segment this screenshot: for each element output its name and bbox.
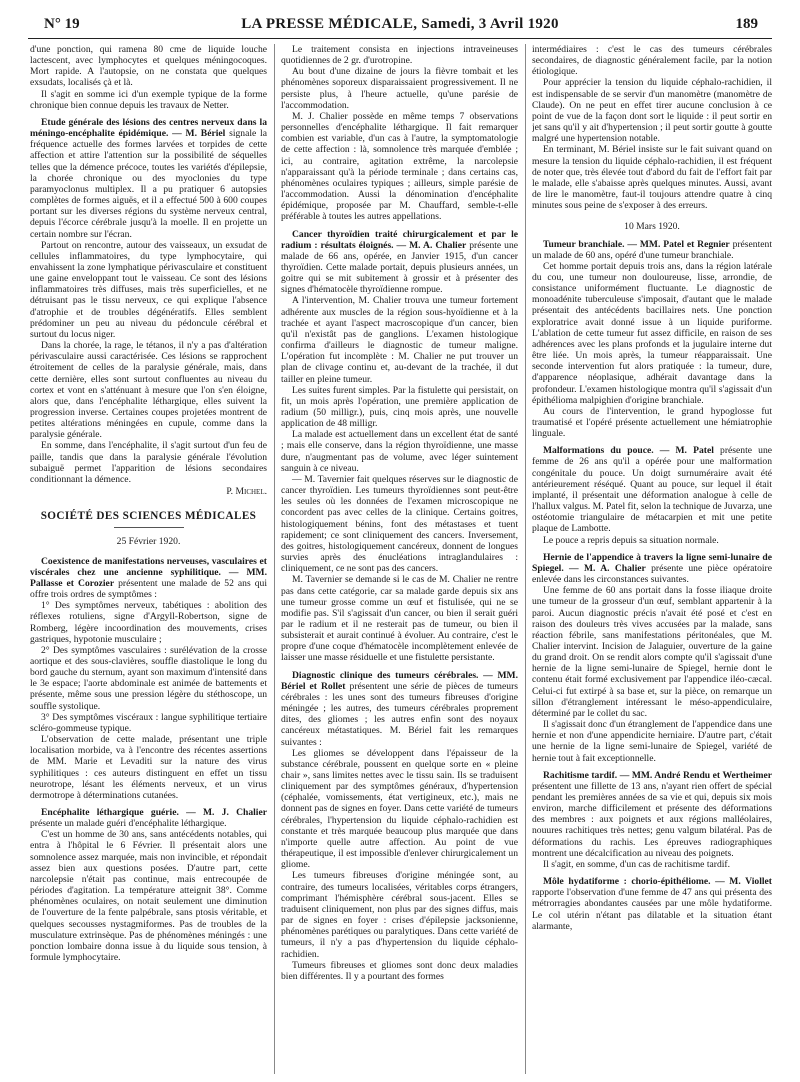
article-title: Hernie de l'appendice à travers la ligne semi-lunaire de Spiegel. — M. A. Chalier	[532, 551, 772, 574]
society-heading: SOCIÉTÉ DES SCIENCES MÉDICALES	[40, 510, 257, 523]
article-text: présentent une série de pièces de tumeurs cérébrales : les unes sont des tumeurs fibreuses d'origine méningée ; les autres, des tumeurs cérébrales proprement dites, des gliomes ; les autres enfin sont des noyaux cancéreux métastatiques. M. Bériel fait les remarques suivantes :	[281, 680, 518, 748]
article-syphilis	[30, 556, 267, 601]
session-date: 25 Février 1920.	[116, 536, 181, 548]
article-text: présente un malade guéri d'encéphalite léthargique.	[30, 818, 227, 830]
paragraph: Au cours de l'intervention, le grand hypoglosse fut traumatisé et l'opéré présente actuellement une hémiatrophie linguale.	[532, 405, 772, 440]
paragraph: Les suites furent simples. Par la fistulette qui persistait, on fit, un mois après l'opération, une première application de radium (50 milligr.), puis, cinq mois après, une nouvelle application de 48 milligr.	[281, 384, 518, 430]
paragraph: M. J. Chalier possède en même temps 7 observations personnelles d'encéphalite léthargique. Il fait remarquer combien est variable, d'un cas à l'autre, la symptomatologie de cette affection : là, somnolence très marquée d'emblée ; ici, au contraire, agitation extrême, la narcolepsie n'apparaissant qu'à la période terminale ; dans certains cas, phénomènes oculaires typiques ; ailleurs, simple parésie de l'accommodation. Aussi la dénomination d'encéphalite épidémique, proposée par M. Chauffard, semble-t-elle préférable à toutes les autres appellations.	[281, 110, 518, 223]
session-date: 10 Mars 1920.	[624, 221, 680, 233]
page-header	[28, 14, 772, 39]
article-tumeurs-cerebrales	[281, 670, 518, 748]
paragraph: Une femme de 60 ans portait dans la fosse iliaque droite une tumeur de la grosseur d'un œuf, semblant appartenir à la paroi. Aucun diagnostic précis n'avait été posé et c'est en raison des douleurs très vives accusées par la malade, sans réaction fébrile, sans manifestations péritonéales, que M. Chalier intervint. Incision de Jalaguier, ouverture de la gaine du grand droit. On se rendit alors compte qu'il s'agissait d'une hernie de la ligne semi-lunaire de Spiegel, hernie dont le contenu était formé exclusivement par l'appendice iléo-cæcal. Celui-ci fut extirpé à sa base et, sur la pièce, on remarque un sillon d'étranglement intéressant le méso-appendiculaire, déterminé par le collet du sac.	[532, 585, 772, 719]
article-title: Môle hydatiforme : chorio-épithéliome. — M. Viollet	[543, 876, 772, 888]
paragraph: intermédiaires : c'est le cas des tumeurs cérébrales secondaires, de diagnostic généralement facile, par la notion étiologique.	[532, 44, 772, 78]
article-title: Rachitisme tardif. — MM. André Rendu et Wertheimer	[543, 769, 772, 781]
paragraph: Tumeurs fibreuses et gliomes sont donc deux maladies bien différentes. Il y a pourtant des formes	[281, 959, 518, 982]
article-title: Coexistence de manifestations nerveuses, vasculaires et viscérales chez une ancienne syphilitique. — MM. Pallasse et Corozier	[30, 555, 267, 589]
article-title: Malformations du pouce. — M. Patel	[543, 445, 714, 457]
paragraph: Il s'agit, en somme, d'un cas de rachitisme tardif.	[543, 858, 731, 870]
column-1	[30, 44, 267, 1074]
paragraph: d'une ponction, qui ramena 80 cme de liquide louche lactescent, avec lymphocytes et quelques méningocoques. Mort rapide. A l'autopsie, on ne constata que quelques exsudats, localisés çà et là.	[30, 44, 267, 89]
issue-number: N° 19	[44, 16, 80, 32]
paragraph: En somme, dans l'encéphalite, il s'agit surtout d'un feu de paille, tandis que dans la paralysie générale l'évolution subaiguë permet l'apparition de lésions secondaires conditionnant la démence.	[30, 440, 267, 485]
article-title: Diagnostic clinique des tumeurs cérébrales. — MM. Bériel et Rollet	[281, 669, 518, 692]
paragraph: — M. Tavernier fait quelques réserves sur le diagnostic de cancer thyroïdien. Les tumeurs thyroïdiennes sont peut-être les seules où les données de l'examen microscopique ne concordent pas avec celles de la clinique. Certains goitres, histologiquement bénins, font des métastases et tuent rapidement; ce sont cliniquement des cancers. Inversement, des goitres, histologiquement cancéreux, donnent de longues survies après des énucléations intraglandulaires : cliniquement, ce ne sont pas des cancers.	[281, 473, 518, 575]
paragraph: Partout on rencontre, autour des vaisseaux, un exsudat de cellules inflammatoires, du type lymphocytaire, qui envahissent la zone lymphatique périvasculaire et constituent une gaine enveloppant tout le vaisseau. Ce sont des lésions inflammatoires très diffuses, mais très superficielles, et ne détruisant pas le tissu nerveux, ce qui explique l'absence d'atrophie et de troubles dégénératifs. Elles semblent prédominer un peu au niveau du pédoncule cérébral et surtout du locus niger.	[30, 239, 267, 340]
paragraph: Cet homme portait depuis trois ans, dans la région latérale du cou, une tumeur non douloureuse, lisse, arrondie, de consistance uniformément fluctuante. Le diagnostic de monoadénite tuberculeuse s'imposait, d'autant que le malade présentait des antécédents bacillaires nets. Une ponction exploratrice avait donné issue à un liquide puriforme. L'ablation de cette tumeur fut assez difficile, en raison de ses adhérences avec les plans profonds et la jugulaire interne dut être liée. Un mois après, la tumeur réapparaissait. Une seconde intervention fut alors pratiquée : la tumeur, dure, d'apparence néoplasique, adhérait davantage dans la profondeur. L'examen histologique montra qu'il s'agissait d'un épithélioma malpighien d'origine branchiale.	[532, 260, 772, 406]
article-title: Cancer thyroïdien traité chirurgicalement et par le radium : résultats éloignés. — M. A. Chalier	[281, 228, 518, 251]
divider	[114, 527, 184, 528]
column-rule-2	[525, 44, 526, 1074]
paragraph: Il s'agissait donc d'un étranglement de l'appendice dans une hernie et non d'une appendicite herniaire. D'autre part, c'était une hernie de la ligne semi-lunaire de Spiegel, variété de hernie tout à fait exceptionnelle.	[532, 719, 772, 764]
paragraph: En terminant, M. Bériel insiste sur le fait suivant quand on mesure la tension du liquide céphalo-rachidien, il est fréquent de noter que, très élevée tout d'abord du fait de l'effort fait par le malade, elle s'abaisse après quelques minutes. Aussi, avant de lire le manomètre, faut-il toujours attendre quatre à cinq minutes sous peine de s'exposer à des erreurs.	[532, 144, 772, 212]
paragraph: 2° Des symptômes vasculaires : surélévation de la crosse aortique et des sous-clavières, souffle diastolique le long du bord gauche du sternum, ayant son maximum d'intensité dans le 3e espace; l'aorte abdominale est animée de battements et présente, même sous une pression légère du stéthoscope, un souffle systolique.	[30, 644, 267, 712]
article-mole-hydatiforme	[532, 876, 772, 932]
article-hernie-appendice	[532, 552, 772, 585]
article-text: présentent un malade de 60 ans, opéré d'une tumeur branchiale.	[532, 238, 772, 261]
article-title: Etude générale des lésions des centres nerveux dans la méningo-encéphalite épidémique. — M. Bériel	[30, 116, 267, 140]
paragraph: La malade est actuellement dans un excellent état de santé ; mais elle conserve, dans la région thyroïdienne, une masse dure, n'augmentant pas de volume, avec léger suintement sanguin à ce niveau.	[281, 429, 518, 474]
article-rachitisme	[532, 770, 772, 859]
paragraph: Le pouce a repris depuis sa situation normale.	[543, 534, 719, 546]
page-number: 189	[735, 16, 758, 32]
paragraph: Les tumeurs fibreuses d'origine méningée sont, au contraire, des tumeurs localisées, véritables corps étrangers, comprimant l'hémisphère cérébral sous-jacent. Elles se traduisent cliniquement, non plus par des signes diffus, mais par de signes en foyer : crises d'épilepsie jacksonienne, phénomènes parétiques ou paralytiques. Dans cette variété de tumeurs, il n'y a pas d'hypertension du liquide céphalo-rachidien.	[281, 870, 518, 960]
paragraph: C'est un homme de 30 ans, sans antécédents notables, qui entra à l'hôpital le 6 Février. Il présentait alors une somnolence assez marquée, mais non invincible, et répondait assez bien aux questions posées. D'autre part, cette narcolepsie n'était pas continue, mais entrecoupée de périodes d'agitation. La température atteignit 38°. Comme phénomènes oculaires, on notait seulement une diminution de l'ouverture de la fente palpébrale, sans ptosis véritable, et quelques secousses nystagmiformes. Pas de troubles de la musculature extrinsèque. Pas de phénomènes méningés : une ponction lombaire donna issue à du liquide sous tension, à formule lymphocytaire.	[30, 829, 267, 964]
paragraph: M. Tavernier se demande si le cas de M. Chalier ne rentre pas dans cette catégorie, car sa malade garde depuis six ans une tumeur grosse comme un œuf et fistulisée, qui ne se modifie pas. S'il s'agissait d'un cancer, ou bien il serait guéri par le radium et il ne resterait pas de tumeur, ou bien il subsisterait et aurait continué à évoluer. Au contraire, c'est le propre d'une coque d'hématocèle incomplètement enlevée de laisser une masse résiduelle et une fistulette persistante.	[281, 574, 518, 664]
paragraph: Dans la chorée, la rage, le tétanos, il n'y a pas d'altération périvasculaire aussi caractérisée. Ces lésions se rapprochent étroitement de celles de la paralysie générale, mais, dans cette dernière, elles sont surtout confluentes au niveau du cortex et vont en s'atténuant à mesure que l'on s'en éloigne, alors que, dans l'encéphalite léthargique, elles suivent la progression inverse. Certaines coupes projetées montrent de petites altérations méningées en cupule, comme dans la paralysie générale.	[30, 340, 267, 441]
article-encephalite	[30, 807, 267, 829]
article-title: Encéphalite léthargique guérie. — M. J. Chalier	[41, 807, 267, 818]
column-3	[532, 44, 772, 1074]
article-text: présentent une malade de 52 ans qui offre trois ordres de symptômes :	[30, 577, 267, 601]
paragraph: Il s'agit en somme ici d'un exemple typique de la forme chronique bien connue depuis les travaux de Netter.	[30, 88, 267, 111]
paragraph: Les gliomes se développent dans l'épaisseur de la substance cérébrale, poussent en quelque sorte en « pleine chair », sans limites nettes avec le tissu sain. Ils se traduisent cliniquement par des symptômes généraux, d'hypertension (céphalée, vomissements, état vertigineux, etc.), mais ne donnent pas de signes en foyer. Dans cette variété de tumeurs cérébrales, l'hypertension du liquide céphalo-rachidien est constante et très marquée beaucoup plus marquée que dans n'importe quelle autre affection. Au point de vue thérapeutique, il est impossible d'enlever chirurgicalement un gliome.	[281, 747, 518, 871]
column-rule-1	[274, 44, 275, 1074]
article-bériel-lesions	[30, 117, 267, 240]
article-text: présente une femme de 26 ans qu'il a opérée pour une malformation congénitale du pouce. Un doigt surnuméraire avait été antérieurement réséqué. Quant au pouce, sur lequel il était implanté, il présentait une déformation analogue à celle de l'hallux valgus. M. Patel fit, selon la technique de Juvarza, une ostéotomie triangulaire de métacarpien et mit une petite plaque de Lambotte.	[532, 445, 772, 535]
article-text: présente une pièce opératoire enlevée dans les circonstances suivantes.	[532, 562, 772, 586]
paragraph: Le traitement consista en injections intraveineuses quotidiennes de 2 gr. d'urotropine.	[281, 44, 518, 67]
paragraph: L'observation de cette malade, présentant une triple localisation morbide, va à l'encontre des récentes assertions de MM. Marie et Levaditi sur la nature des virus syphilitiques : ces auteurs distinguent en effet un tissu neurotrope, lésant les éléments nerveux, et un virus dermotrope à déterminations cutanées.	[30, 734, 267, 801]
column-2	[281, 44, 518, 1074]
paragraph: Pour apprécier la tension du liquide céphalo-rachidien, il est indispensable de se servir d'un manomètre (manomètre de Claude). On ne peut en effet tirer aucune conclusion à ce point de vue de la façon dont sort le liquide : il peut sortir en jet sans qu'il y ait d'hypertension ; il peut sortir goutte à goutte malgré une hypertension notable.	[532, 77, 772, 145]
paragraph: Au bout d'une dizaine de jours la fièvre tombait et les phénomènes soporeux disparaissaient progressivement. Il ne persiste plus, à l'heure actuelle, qu'une parésie de l'accommodation.	[281, 66, 518, 111]
article-cancer-thyroidien	[281, 229, 518, 296]
paragraph: A l'intervention, M. Chalier trouva une tumeur fortement adhérente aux muscles de la région sous-hyoïdienne et à la trachée et ayant l'aspect macroscopique d'un cancer, bien qu'il n'existât pas de ganglions. L'examen histologique confirma d'ailleurs le diagnostic de tumeur maligne. L'opération fut incomplète : M. Chalier ne put trouver un plan de clivage continu et, au-devant de la trachée, il dut tailler en pleine tumeur.	[281, 295, 518, 385]
article-text: signale la fréquence actuelle des formes larvées et torpides de cette affection et attire l'attention sur la possibilité de séquelles telles que la démence précoce, toutes les variétés d'épilepsie, la chorée chronique ou des myoclonies du type paramyoclonus multiplex. Il a pu pratiquer 6 autopsies complètes de formes aiguës, et il a effectué 500 à 600 coupes portant sur les diverses régions du système nerveux central, depuis l'écorce cérébrale jusqu'à la moelle. Il en projette un certain nombre sur l'écran.	[30, 128, 267, 240]
journal-title: LA PRESSE MÉDICALE, Samedi, 3 Avril 1920	[241, 16, 559, 32]
article-text: présente une malade de 66 ans, opérée, en Janvier 1915, d'un cancer thyroïdien. Cette malade portait, depuis plusieurs années, un goitre qui se mit subitement à grossir et à présenter des signes d'hématocèle thyroïdienne rompue.	[281, 239, 518, 296]
author-signature: P. Michel.	[226, 486, 267, 498]
article-malformations-pouce	[532, 445, 772, 534]
paragraph: 3° Des symptômes viscéraux : langue syphilitique tertiaire scléro-gommeuse typique.	[30, 711, 267, 734]
article-tumeur-branchiale	[532, 239, 772, 261]
article-title: Tumeur branchiale. — MM. Patel et Regnier	[543, 238, 730, 250]
article-text: rapporte l'observation d'une femme de 47 ans qui présenta des métrorragies abondantes causées par une môle hydatiforme. Le col utérin n'étant pas dilatable et la situation étant alarmante,	[532, 887, 772, 932]
paragraph: 1° Des symptômes nerveux, tabétiques : abolition des réflexes rotuliens, signe d'Argyll-Robertson, signe de Romberg, légère incoordination des mouvements, crises gastriques, hypotonie musculaire ;	[30, 600, 267, 645]
article-text: présentent une fillette de 13 ans, n'ayant rien offert de spécial pendant les premières années de sa vie et qui, depuis six mois environ, marche difficilement et présente des déformations des membres : aux poignets et aux régions malléolaires, nouures rachitiques très nettes; genu valgum bilatéral. Pas de déformations du rachis. Les épreuves radiographiques montrent une décalcification au niveau des poignets.	[532, 780, 772, 859]
